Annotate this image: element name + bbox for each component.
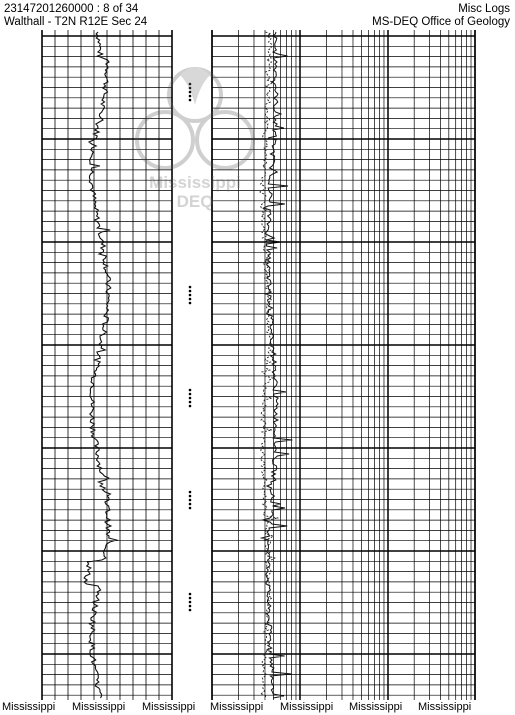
depth-marker-dot — [189, 99, 192, 102]
watermark-text-line2: DEQ — [176, 192, 214, 211]
depth-marker-dot — [189, 495, 192, 498]
depth-marker-dot — [189, 499, 192, 502]
footer-label: Mississippi — [280, 701, 334, 713]
depth-marker-dot — [189, 298, 192, 301]
well-id-page-label: 23147201260000 : 8 of 34 — [4, 3, 139, 15]
depth-marker-dot — [189, 87, 192, 90]
depth-marker-dot — [189, 389, 192, 392]
depth-marker-dot — [189, 601, 192, 604]
depth-marker-dot — [189, 290, 192, 293]
depth-marker-dot — [189, 605, 192, 608]
depth-marker-dot — [189, 83, 192, 86]
document-type-label: Misc Logs — [458, 3, 510, 15]
depth-marker-dot — [189, 503, 192, 506]
footer-label: Mississippi — [142, 701, 196, 713]
depth-marker-dot — [189, 593, 192, 596]
footer-label: Mississippi — [72, 701, 126, 713]
depth-marker-dot — [189, 597, 192, 600]
footer-label: Mississippi — [418, 701, 472, 713]
depth-marker-dot — [189, 507, 192, 510]
footer-label: Mississippi — [349, 701, 403, 713]
depth-marker-dot — [189, 294, 192, 297]
depth-marker-dot — [189, 286, 192, 289]
left-log-curve — [84, 32, 117, 698]
depth-marker-dot — [189, 91, 192, 94]
agency-label: MS-DEQ Office of Geology — [372, 16, 510, 28]
depth-marker-dot — [189, 393, 192, 396]
depth-marker-dot — [189, 397, 192, 400]
right-track-grid — [212, 30, 475, 700]
right-log-curve-primary — [262, 32, 293, 698]
depth-marker-dot — [189, 401, 192, 404]
footer-label: Mississippi — [210, 701, 264, 713]
footer-label: Mississippi — [2, 701, 56, 713]
depth-marker-dot — [189, 302, 192, 305]
depth-marker-dot — [189, 95, 192, 98]
left-track-grid — [42, 30, 172, 700]
depth-marker-dot — [189, 405, 192, 408]
depth-marker-dot — [189, 491, 192, 494]
watermark-text-line1: Mississippi — [149, 173, 241, 192]
location-label: Walthall - T2N R12E Sec 24 — [4, 16, 148, 28]
depth-markers — [189, 83, 192, 612]
depth-marker-dot — [189, 609, 192, 612]
